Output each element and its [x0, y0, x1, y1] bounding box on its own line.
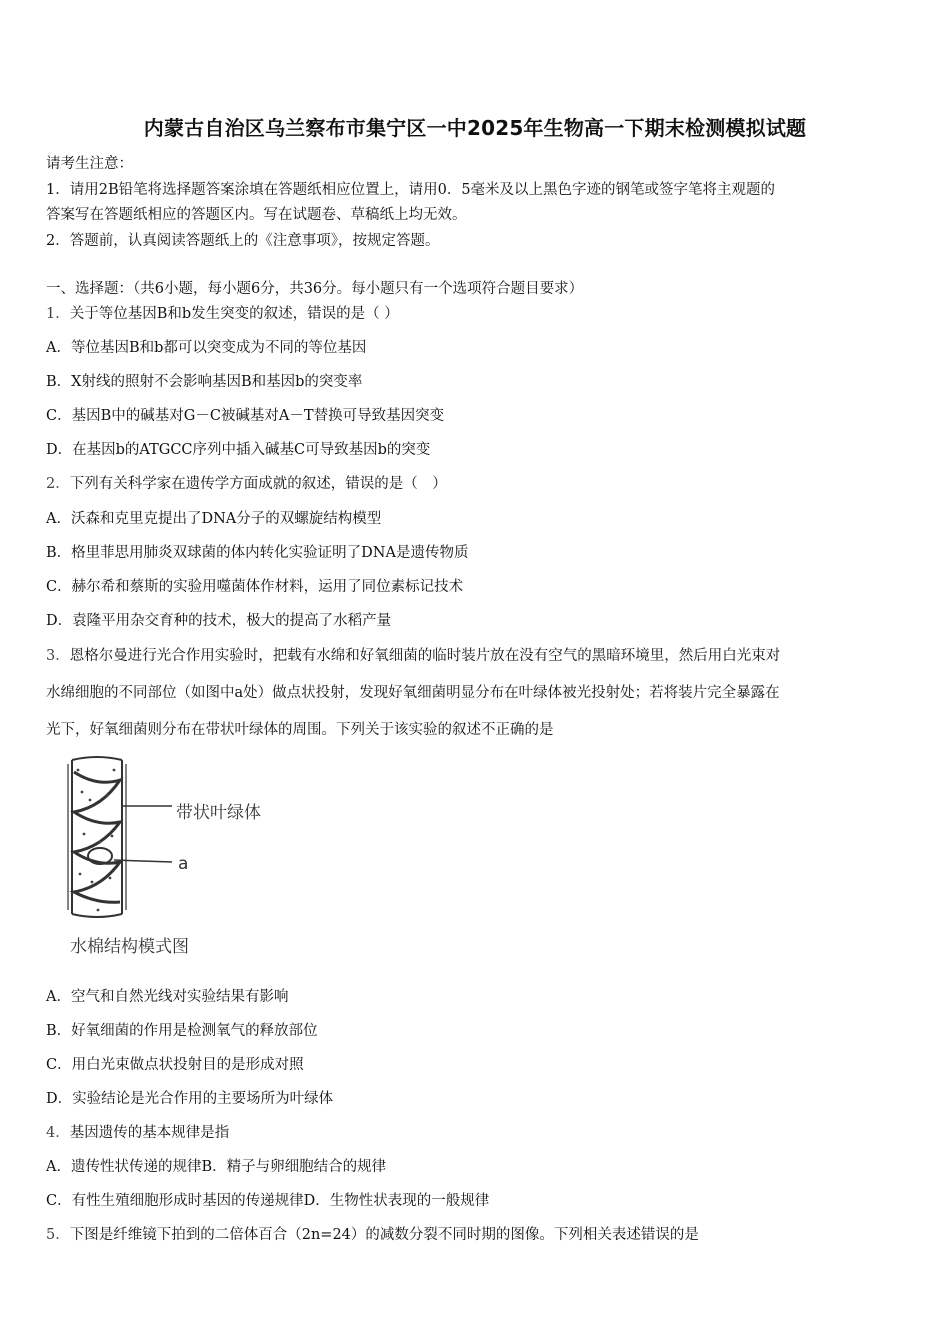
figure-label-a: a [178, 854, 189, 874]
notice-item-2: 2．答题前，认真阅读答题纸上的《注意事项》，按规定答题。 [46, 233, 440, 249]
option: D．袁隆平用杂交育种的技术，极大的提高了水稻产量 [46, 613, 392, 629]
option: D．生物性状表现的一般规律 [303, 1193, 490, 1209]
question-stem: 关于等位基因B和b发生突变的叙述，错误的是（ ） [69, 306, 399, 322]
option: B．X射线的照射不会影响基因B和基因b的突变率 [46, 374, 363, 390]
option: C．基因B中的碱基对G－C被碱基对A－T替换可导致基因突变 [46, 408, 445, 424]
page-title: 内蒙古自治区乌兰察布市集宁区一中2025年生物高一下期末检测模拟试题 [143, 116, 807, 140]
figure-label-chloroplast: 带状叶绿体 [176, 803, 261, 823]
figure-caption: 水棉结构模式图 [70, 937, 189, 957]
question-3 [46, 644, 780, 665]
notice-heading: 请考生注意： [46, 156, 133, 172]
question-stem: 恩格尔曼进行光合作用实验时，把载有水绵和好氧细菌的临时装片放在没有空气的黑暗环境里，然后用白光束对 [69, 648, 781, 664]
question-stem-cont: 光下，好氧细菌则分布在带状叶绿体的周围。下列关于该实验的叙述不正确的是 [46, 722, 554, 738]
notice-item-1-cont: 答案写在答题纸相应的答题区内。写在试题卷、草稿纸上均无效。 [46, 207, 467, 223]
option: A．空气和自然光线对实验结果有影响 [46, 989, 289, 1005]
question-number: 3． [46, 648, 70, 664]
option: A．沃森和克里克提出了DNA分子的双螺旋结构模型 [46, 511, 382, 527]
question-2 [46, 472, 447, 493]
option: D．实验结论是光合作用的主要场所为叶绿体 [46, 1091, 334, 1107]
question-number: 1． [46, 306, 70, 322]
option: C．有性生殖细胞形成时基因的传递规律 [46, 1193, 304, 1209]
option: C．用白光束做点状投射目的是形成对照 [46, 1057, 304, 1073]
question-4 [46, 1121, 229, 1142]
option: B．格里菲思用肺炎双球菌的体内转化实验证明了DNA是遗传物质 [46, 545, 469, 561]
question-5 [46, 1223, 699, 1244]
question-number: 2． [46, 476, 70, 492]
option: B．好氧细菌的作用是检测氧气的释放部位 [46, 1023, 318, 1039]
spirogyra-figure [62, 752, 282, 962]
option-row [46, 1155, 386, 1176]
question-1 [46, 302, 399, 323]
option: A．遗传性状传递的规律 [46, 1159, 202, 1175]
option: B．精子与卵细胞结合的规律 [201, 1159, 387, 1175]
section-heading: 一、选择题：（共6小题，每小题6分，共36分。每小题只有一个选项符合题目要求） [46, 281, 584, 297]
question-stem: 下图是纤维镜下拍到的二倍体百合（2n=24）的减数分裂不同时期的图像。下列相关表述错误的是 [69, 1227, 699, 1243]
question-stem: 下列有关科学家在遗传学方面成就的叙述，错误的是（ ） [69, 476, 447, 492]
question-number: 5． [46, 1227, 70, 1243]
option: D．在基因b的ATGCC序列中插入碱基C可导致基因b的突变 [46, 442, 431, 458]
option-row [46, 1189, 489, 1210]
option: A．等位基因B和b都可以突变成为不同的等位基因 [46, 340, 367, 356]
notice-item-1: 1．请用2B铅笔将选择题答案涂填在答题纸相应位置上，请用0．5毫米及以上黑色字迹的钢笔或签字笔将主观题的 [46, 182, 776, 198]
option: C．赫尔希和蔡斯的实验用噬菌体作材料，运用了同位素标记技术 [46, 579, 464, 595]
question-number: 4． [46, 1125, 70, 1141]
question-stem: 基因遗传的基本规律是指 [69, 1125, 230, 1141]
question-stem-cont: 水绵细胞的不同部位（如图中a处）做点状投射，发现好氧细菌明显分布在叶绿体被光投射处；若将装片完全暴露在 [46, 685, 780, 701]
